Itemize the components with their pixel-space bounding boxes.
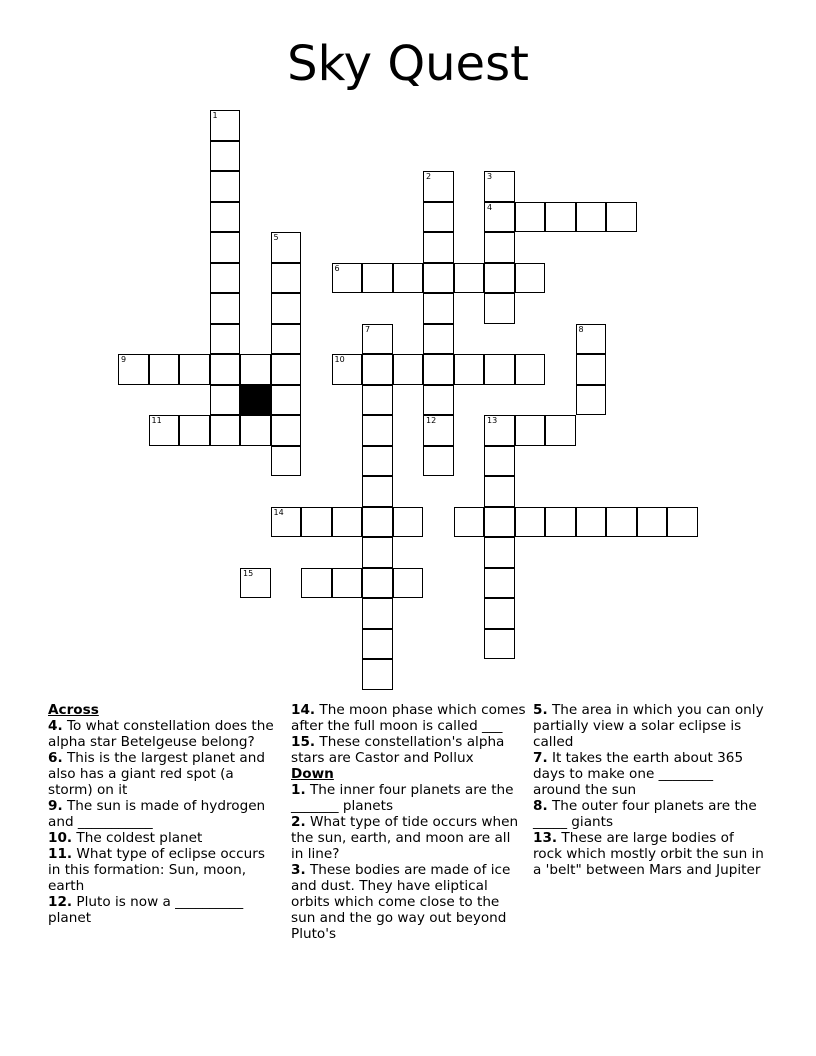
grid-cell[interactable]: [149, 354, 180, 385]
grid-cell[interactable]: [576, 507, 607, 538]
grid-cell[interactable]: [484, 171, 515, 202]
clue-item: [291, 702, 527, 734]
grid-cell[interactable]: [606, 507, 637, 538]
clue-item-number: 11.: [48, 846, 73, 862]
grid-cell[interactable]: [515, 263, 546, 294]
grid-cell[interactable]: [484, 446, 515, 477]
grid-cell[interactable]: [393, 568, 424, 599]
grid-cell[interactable]: [271, 385, 302, 416]
clue-item-text: It takes the earth about 365 days to make one ________ around the sun: [533, 750, 744, 798]
clue-item-number: 6.: [48, 750, 63, 766]
grid-cell[interactable]: [545, 415, 576, 446]
grid-cell[interactable]: [271, 293, 302, 324]
grid-cell[interactable]: [362, 568, 393, 599]
clue-item: [291, 734, 527, 766]
grid-cell[interactable]: [271, 324, 302, 355]
grid-cell[interactable]: [423, 171, 454, 202]
clue-item-text: The moon phase which comes after the full moon is called ___: [291, 702, 526, 734]
grid-cell[interactable]: [484, 598, 515, 629]
clue-item-text: What type of tide occurs when the sun, earth, and moon are all in line?: [291, 814, 519, 862]
grid-cell[interactable]: [393, 354, 424, 385]
grid-cell[interactable]: [362, 415, 393, 446]
grid-cell[interactable]: [332, 507, 363, 538]
clue-number: 9: [121, 355, 127, 364]
grid-cell[interactable]: [423, 293, 454, 324]
grid-cell[interactable]: [210, 293, 241, 324]
clue-item-number: 3.: [291, 862, 306, 878]
clue-number: 4: [487, 202, 493, 212]
clue-item-text: The area in which you can only partially view a solar eclipse is called: [533, 702, 764, 750]
grid-cell[interactable]: [271, 507, 302, 538]
grid-cell[interactable]: [576, 354, 607, 385]
clue-number: 11: [151, 416, 162, 425]
clue-item-text: These are large bodies of rock which mostly orbit the sun in a 'belt" between Mars and Jupiter: [533, 830, 764, 878]
grid-cell[interactable]: [210, 263, 241, 294]
grid-cell[interactable]: [484, 354, 515, 385]
grid-cell[interactable]: [179, 415, 210, 446]
clue-item: [291, 782, 527, 814]
clue-section-heading: Across: [48, 702, 99, 718]
clue-number: 13: [487, 416, 498, 425]
clue-item-number: 14.: [291, 702, 316, 718]
clue-number: 10: [334, 355, 345, 364]
grid-cell[interactable]: [332, 568, 363, 599]
grid-cell[interactable]: [454, 354, 485, 385]
grid-cell[interactable]: [179, 354, 210, 385]
clue-item-text: The sun is made of hydrogen and ___________: [48, 798, 266, 830]
grid-cell[interactable]: [515, 507, 546, 538]
grid-cell[interactable]: [606, 202, 637, 233]
grid-cell[interactable]: [210, 354, 241, 385]
grid-cell[interactable]: [118, 354, 149, 385]
clue-number: 12: [426, 416, 437, 425]
grid-cell[interactable]: [362, 324, 393, 355]
clue-item-text: The inner four planets are the _______ planets: [291, 782, 514, 814]
clue-item-text: These constellation's alpha stars are Castor and Pollux: [291, 734, 505, 766]
grid-cell[interactable]: [667, 507, 698, 538]
grid-cell[interactable]: [637, 507, 668, 538]
grid-cell[interactable]: [454, 507, 485, 538]
grid-cell[interactable]: [423, 415, 454, 446]
clue-number: 14: [273, 507, 284, 517]
grid-cell[interactable]: [271, 232, 302, 263]
grid-cell[interactable]: [484, 202, 515, 233]
clue-item-number: 13.: [533, 830, 558, 846]
grid-cell[interactable]: [423, 263, 454, 294]
grid-cell[interactable]: [210, 324, 241, 355]
grid-cell[interactable]: [484, 507, 515, 538]
clue-item: [533, 702, 765, 750]
grid-block: [240, 385, 271, 416]
grid-cell[interactable]: [576, 202, 607, 233]
grid-cell[interactable]: [484, 568, 515, 599]
clue-item-number: 4.: [48, 718, 63, 734]
grid-cell[interactable]: [332, 263, 363, 294]
grid-cell[interactable]: [423, 202, 454, 233]
clue-number: 15: [243, 568, 254, 578]
grid-cell[interactable]: [545, 507, 576, 538]
grid-cell[interactable]: [271, 263, 302, 294]
clue-item-number: 10.: [48, 830, 73, 846]
clue-number: 5: [273, 233, 279, 242]
clue-item: [48, 718, 278, 750]
grid-cell[interactable]: [545, 202, 576, 233]
grid-cell[interactable]: [484, 476, 515, 507]
grid-cell[interactable]: [271, 415, 302, 446]
grid-cell[interactable]: [362, 507, 393, 538]
grid-cell[interactable]: [423, 385, 454, 416]
clue-item-text: What type of eclipse occurs in this formation: Sun, moon, earth: [48, 846, 265, 894]
clue-item-text: The outer four planets are the _____ giants: [533, 798, 757, 830]
clue-section-heading: Down: [291, 766, 334, 782]
grid-cell[interactable]: [484, 537, 515, 568]
grid-cell[interactable]: [271, 354, 302, 385]
grid-cell[interactable]: [362, 659, 393, 690]
grid-cell[interactable]: [301, 507, 332, 538]
grid-cell[interactable]: [149, 415, 180, 446]
grid-cell[interactable]: [454, 263, 485, 294]
grid-cell[interactable]: [515, 354, 546, 385]
grid-cell[interactable]: [393, 507, 424, 538]
clue-item-text: To what constellation does the alpha star Betelgeuse belong?: [48, 718, 274, 750]
grid-cell[interactable]: [362, 476, 393, 507]
clue-number: 8: [578, 324, 584, 334]
grid-cell[interactable]: [484, 629, 515, 660]
clue-item-number: 9.: [48, 798, 63, 814]
clue-item-number: 5.: [533, 702, 548, 718]
grid-cell[interactable]: [362, 446, 393, 477]
clue-item-number: 2.: [291, 814, 306, 830]
grid-cell[interactable]: [210, 415, 241, 446]
clue-item-number: 7.: [533, 750, 548, 766]
clue-item-number: 15.: [291, 734, 316, 750]
clue-number: 6: [334, 263, 340, 273]
grid-cell[interactable]: [484, 293, 515, 324]
clue-item-number: 1.: [291, 782, 306, 798]
grid-cell[interactable]: [210, 171, 241, 202]
grid-cell[interactable]: [210, 385, 241, 416]
grid-cell[interactable]: [210, 141, 241, 172]
clue-number: 7: [365, 324, 371, 334]
clue-column-2: [291, 702, 527, 942]
grid-cell[interactable]: [423, 446, 454, 477]
grid-cell[interactable]: [362, 354, 393, 385]
clue-column-3: [533, 702, 765, 878]
grid-cell[interactable]: [362, 385, 393, 416]
clue-item: [533, 798, 765, 830]
clue-item-number: 12.: [48, 894, 73, 910]
clue-item-text: Pluto is now a __________ planet: [48, 894, 244, 926]
grid-cell[interactable]: [301, 568, 332, 599]
grid-cell[interactable]: [576, 324, 607, 355]
grid-cell[interactable]: [423, 354, 454, 385]
grid-cell[interactable]: [271, 446, 302, 477]
grid-cell[interactable]: [423, 324, 454, 355]
grid-cell[interactable]: [484, 263, 515, 294]
clue-item: [291, 862, 527, 942]
grid-cell[interactable]: [362, 598, 393, 629]
grid-cell[interactable]: [515, 415, 546, 446]
clue-number: 1: [212, 111, 218, 120]
clue-column-1: [48, 702, 278, 926]
clue-number: 3: [487, 172, 493, 181]
grid-cell[interactable]: [393, 263, 424, 294]
clue-item: [48, 750, 278, 798]
grid-cell[interactable]: [423, 232, 454, 263]
clue-item: [48, 798, 278, 830]
grid-cell[interactable]: [362, 629, 393, 660]
clue-item: [48, 846, 278, 894]
grid-cell[interactable]: [484, 415, 515, 446]
clue-item: [533, 830, 765, 878]
clue-item-text: The coldest planet: [72, 830, 203, 846]
clue-item: [48, 830, 278, 846]
clue-item: [48, 894, 278, 926]
grid-cell[interactable]: [240, 568, 271, 599]
grid-cell[interactable]: [240, 354, 271, 385]
grid-cell[interactable]: [240, 415, 271, 446]
page-title: Sky Quest: [287, 36, 529, 92]
grid-cell[interactable]: [210, 232, 241, 263]
clue-number: 2: [426, 172, 432, 181]
grid-cell[interactable]: [515, 202, 546, 233]
grid-cell[interactable]: [210, 202, 241, 233]
clue-item-number: 8.: [533, 798, 548, 814]
clue-item-text: This is the largest planet and also has a giant red spot (a storm) on it: [48, 750, 265, 798]
clue-item-text: These bodies are made of ice and dust. They have eliptical orbits which come close to the sun and the go way out beyond Pluto's: [291, 862, 511, 942]
clue-item: [533, 750, 765, 798]
grid-cell[interactable]: [332, 354, 363, 385]
grid-cell[interactable]: [362, 263, 393, 294]
grid-cell[interactable]: [576, 385, 607, 416]
clue-item: [291, 814, 527, 862]
grid-cell[interactable]: [362, 537, 393, 568]
grid-cell[interactable]: [484, 232, 515, 263]
grid-cell[interactable]: [210, 110, 241, 141]
